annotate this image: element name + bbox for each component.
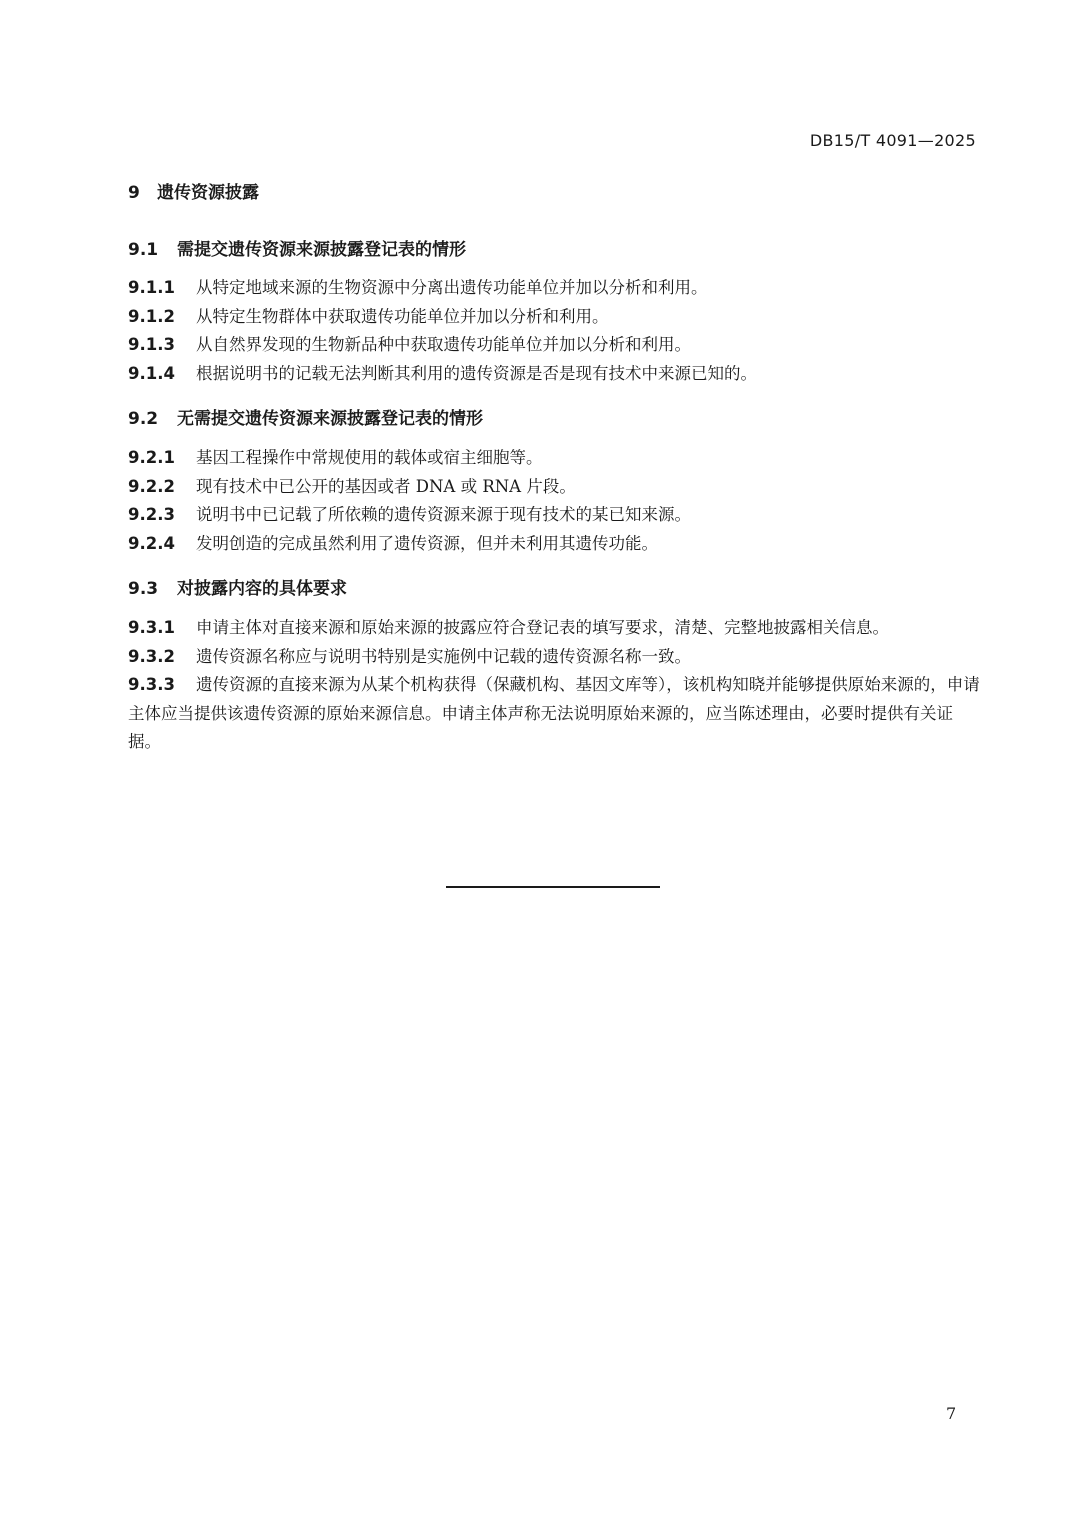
- clause-number: 9.1.3: [128, 335, 175, 354]
- clause-number: 9.3.3: [128, 675, 175, 694]
- clause-text: 从特定地域来源的生物资源中分离出遗传功能单位并加以分析和利用。: [196, 278, 708, 297]
- document-code: DB15/T 4091—2025: [809, 131, 976, 150]
- section-number: 9.1: [128, 240, 159, 260]
- clause-text: 申请主体对直接来源和原始来源的披露应符合登记表的填写要求，清楚、完整地披露相关信息。: [196, 618, 889, 637]
- clause: [128, 473, 980, 502]
- section-number: 9.3: [128, 579, 159, 599]
- page-number: 7: [946, 1404, 957, 1423]
- clause-number: 9.1.4: [128, 363, 175, 383]
- section-heading: [128, 574, 347, 599]
- clause-text: 基因工程操作中常规使用的载体或宿主细胞等。: [196, 448, 543, 467]
- section-title: 对披露内容的具体要求: [177, 579, 347, 599]
- clause: [128, 444, 980, 473]
- chapter-number: 9: [128, 183, 140, 203]
- clause: [128, 530, 980, 559]
- section-heading: [128, 404, 483, 429]
- clause-text: 从自然界发现的生物新品种中获取遗传功能单位并加以分析和利用。: [196, 335, 691, 354]
- clause-text: 现有技术中已公开的基因或者 DNA 或 RNA 片段。: [196, 476, 576, 496]
- clause: [128, 501, 980, 530]
- clause-number: 9.1.1: [128, 278, 175, 297]
- clause-text: 发明创造的完成虽然利用了遗传资源，但并未利用其遗传功能。: [196, 533, 658, 553]
- clause: [128, 360, 980, 389]
- section-title: 无需提交遗传资源来源披露登记表的情形: [177, 409, 483, 429]
- clause: [128, 303, 980, 332]
- clause-number: 9.2.1: [128, 448, 175, 467]
- clause-text: 说明书中已记载了所依赖的遗传资源来源于现有技术的某已知来源。: [196, 505, 691, 524]
- clause: [128, 643, 980, 672]
- clause: [128, 671, 980, 757]
- clause-text: 根据说明书的记载无法判断其利用的遗传资源是否是现有技术中来源已知的。: [196, 363, 757, 383]
- clause: [128, 331, 980, 360]
- chapter-title: 遗传资源披露: [157, 183, 259, 203]
- chapter-heading: [128, 178, 259, 203]
- end-of-standard-rule: [446, 886, 660, 888]
- clause-number: 9.2.3: [128, 505, 175, 524]
- clause: [128, 274, 980, 303]
- clause-number: 9.2.2: [128, 476, 175, 496]
- clause-number: 9.3.1: [128, 618, 175, 637]
- section-heading: [128, 235, 466, 260]
- section-number: 9.2: [128, 409, 159, 429]
- clause-text: 从特定生物群体中获取遗传功能单位并加以分析和利用。: [196, 306, 609, 326]
- clause-number: 9.2.4: [128, 533, 175, 553]
- section-title: 需提交遗传资源来源披露登记表的情形: [177, 240, 466, 260]
- clause-number: 9.3.2: [128, 646, 175, 666]
- clause-number: 9.1.2: [128, 306, 175, 326]
- clause: [128, 614, 980, 643]
- clause-text: 遗传资源的直接来源为从某个机构获得（保藏机构、基因文库等），该机构知晓并能够提供原始来源的，申请主体应当提供该遗传资源的原始来源信息。申请主体声称无法说明原始来源的，应当陈述理由，必要时提供有关证据。: [128, 675, 980, 751]
- clause-text: 遗传资源名称应与说明书特别是实施例中记载的遗传资源名称一致。: [196, 646, 691, 666]
